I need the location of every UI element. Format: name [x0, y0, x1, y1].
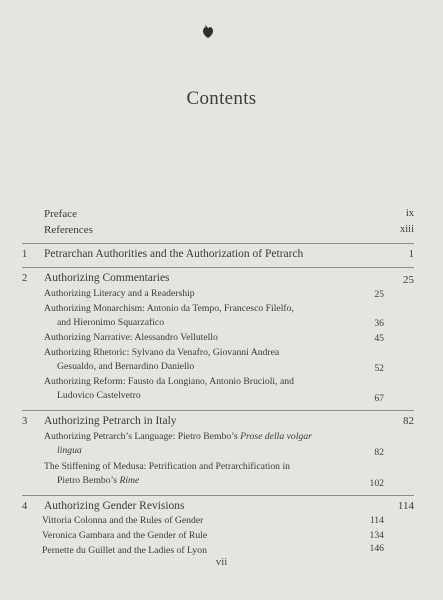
leaf-ornament-icon [201, 25, 215, 39]
section-title-continued: Ludovico Castelvetro [57, 390, 141, 401]
section-title-continued: Gesualdo, and Bernardino Daniello [57, 361, 195, 372]
section-page: 45 [374, 333, 384, 344]
entry-title: Preface [44, 208, 77, 220]
section-title: Authorizing Literacy and a Readership [44, 288, 195, 299]
section-page: 36 [374, 318, 384, 329]
toc-section[interactable] [22, 303, 414, 317]
section-page: 114 [369, 515, 384, 526]
section-title: The Stiffening of Medusa: Petrification and Petrarchification in [44, 461, 290, 472]
toc-section[interactable] [22, 347, 414, 361]
toc-entry-references[interactable] [22, 224, 414, 238]
chapter-number: 2 [22, 273, 28, 284]
section-title: Veronica Gambara and the Gender of Rule [42, 530, 208, 541]
chapter-page: 82 [403, 415, 414, 427]
toc-section-continued[interactable] [22, 445, 414, 459]
section-page: 146 [369, 543, 384, 554]
toc-section-continued[interactable] [22, 317, 414, 331]
toc-section-continued[interactable] [22, 390, 414, 404]
chapter-number: 1 [22, 249, 28, 260]
section-title: Vittoria Colonna and the Rules of Gender [42, 515, 204, 526]
section-title: Authorizing Monarchism: Antonio da Tempo, Francesco Filelfo, [44, 303, 294, 314]
toc-entry-preface[interactable] [22, 208, 414, 222]
toc-section[interactable] [22, 530, 414, 544]
page-folio: vii [215, 556, 228, 568]
toc-section[interactable] [22, 515, 414, 529]
toc-section-continued[interactable] [22, 361, 414, 375]
divider [22, 410, 414, 411]
chapter-title: Authorizing Commentaries [44, 272, 170, 284]
toc-chapter-3[interactable] [22, 415, 414, 429]
section-title: Authorizing Petrarch’s Language: Pietro Bembo’s Prose della volgar [44, 431, 312, 442]
divider [22, 495, 414, 496]
section-title-continued: Pietro Bembo’s Rime [57, 475, 140, 486]
chapter-page: 114 [397, 500, 414, 512]
table-of-contents [22, 208, 414, 559]
chapter-page: 25 [403, 274, 414, 286]
chapter-number: 4 [22, 501, 28, 512]
section-title: Pernette du Guillet and the Ladies of Lyon [42, 545, 207, 556]
chapter-page: 1 [408, 248, 414, 260]
section-title-continued: lingua [57, 445, 82, 456]
page-title: Contents [186, 88, 257, 109]
toc-section[interactable] [22, 461, 414, 475]
section-title-continued: and Hieronimo Squarzafico [57, 317, 165, 328]
chapter-title: Authorizing Petrarch in Italy [44, 415, 177, 427]
chapter-title: Authorizing Gender Revisions [44, 500, 185, 512]
section-page: 67 [374, 393, 384, 404]
section-page: 52 [374, 363, 384, 374]
section-title: Authorizing Narrative: Alessandro Vellutello [44, 332, 218, 343]
divider [22, 267, 414, 268]
entry-page: ix [405, 208, 414, 219]
toc-chapter-1[interactable] [22, 248, 414, 262]
section-page: 134 [369, 530, 384, 541]
toc-section[interactable] [22, 288, 414, 302]
toc-section[interactable] [22, 332, 414, 346]
divider [22, 243, 414, 244]
chapter-number: 3 [22, 416, 28, 427]
entry-title: References [44, 224, 93, 236]
chapter-title: Petrarchan Authorities and the Authorization of Petrarch [44, 248, 304, 260]
toc-section[interactable] [22, 431, 414, 445]
toc-section-continued[interactable] [22, 475, 414, 489]
section-title: Authorizing Reform: Fausto da Longiano, Antonio Brucioli, and [44, 376, 294, 387]
section-page: 82 [374, 447, 384, 458]
toc-chapter-2[interactable] [22, 272, 414, 286]
entry-page: xiii [399, 224, 414, 235]
toc-section[interactable] [22, 376, 414, 390]
section-page: 102 [369, 478, 384, 489]
section-page: 25 [374, 289, 384, 300]
toc-chapter-4[interactable] [22, 500, 414, 514]
section-title: Authorizing Rhetoric: Sylvano da Venafro, Giovanni Andrea [44, 347, 280, 358]
